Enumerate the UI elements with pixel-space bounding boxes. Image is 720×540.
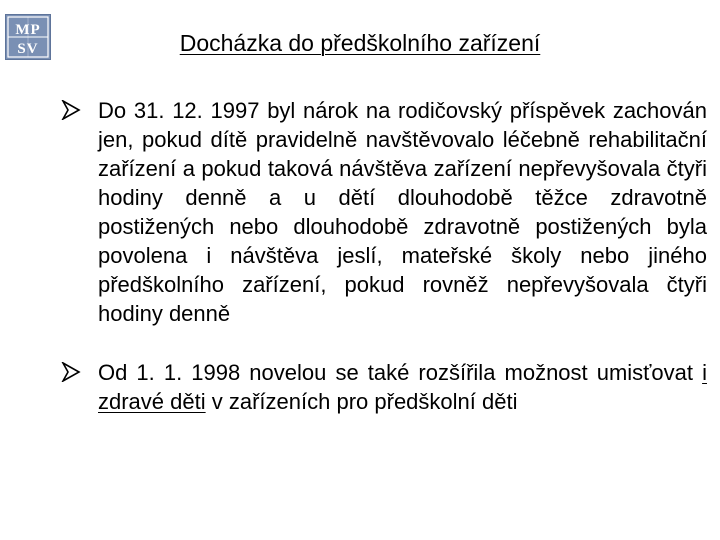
bullet-text: Do 31. 12. 1997 byl nárok na rodičovský příspěvek zachován jen, pokud dítě pravidelně navštěvovalo léčebně rehabilitační zařízení a pokud taková návštěva zařízení nepřevyšovala čtyři hodiny denně a u dětí dlouhodobě těžce zdravotně postižených nebo dlouhodobě zdravotně postižených byla povolena i návštěva jeslí, mateřské školy nebo jiného předškolního zařízení, pokud rovněž nepřevyšovala čtyři hodiny denně [98,98,707,326]
page-title: Docházka do předškolního zařízení [179,30,541,56]
bullet-text-before: Od 1. 1. 1998 novelou se také rozšířila možnost umisťovat [98,360,694,385]
svg-text:SV: SV [17,41,39,57]
bullet-list [61,96,707,416]
bullet-item-2 [61,358,707,416]
bullet-item-1 [61,96,707,328]
bullet-text-underlined: i zdravé děti [98,360,707,414]
svg-text:MP: MP [15,22,41,38]
bullet-text-after: v zařízeních pro předškolní děti [211,389,518,414]
arrow-bullet-icon [61,100,81,120]
arrow-bullet-icon [61,362,81,382]
